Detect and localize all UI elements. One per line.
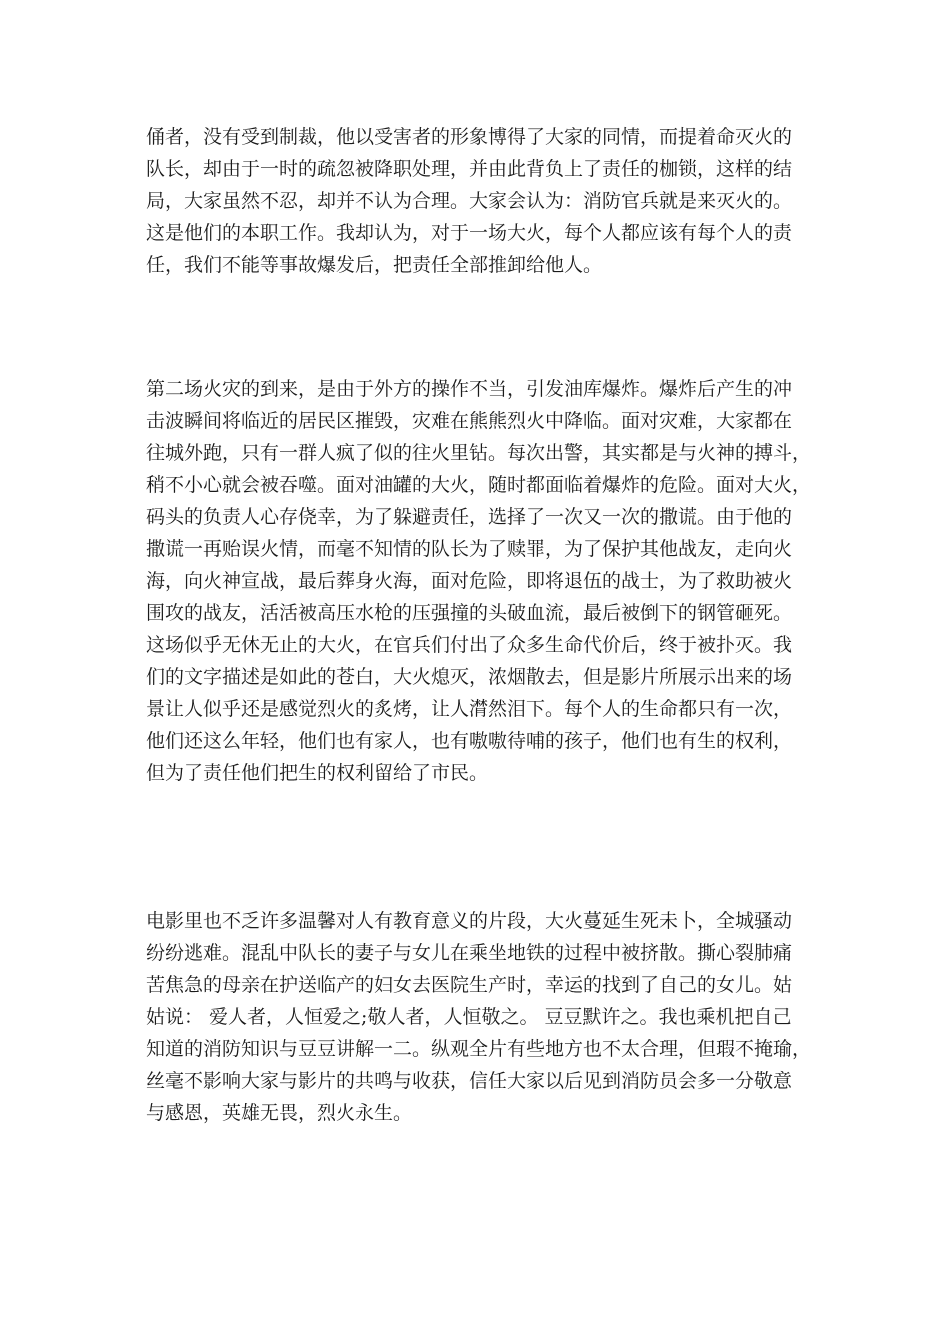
- text-line: 稍不小心就会被吞噬。面对油罐的大火，随时都面临着爆炸的危险。面对大火，: [146, 474, 812, 496]
- text-line: 景让人似乎还是感觉烈火的炙烤，让人潸然泪下。每个人的生命都只有一次，: [146, 698, 793, 720]
- text-line: 纷纷逃难。混乱中队长的妻子与女儿在乘坐地铁的过程中被挤散。撕心裂肺痛: [146, 942, 793, 964]
- text-line: 姑说： 爱人者，人恒爱之;敬人者，人恒敬之。 豆豆默许之。我也乘机把自己: [146, 1006, 792, 1028]
- paragraph-2: [146, 373, 810, 789]
- text-line: 任，我们不能等事故爆发后，把责任全部推卸给他人。: [146, 254, 603, 276]
- text-line: 电影里也不乏许多温馨对人有教育意义的片段，大火蔓延生死未卜，全城骚动: [146, 910, 793, 932]
- text-line: 但为了责任他们把生的权利留给了市民。: [146, 762, 489, 784]
- text-line: 这场似乎无休无止的大火，在官兵们付出了众多生命代价后，终于被扑灭。我: [146, 634, 793, 656]
- paragraph-3: [146, 905, 810, 1129]
- text-line: 他们还这么年轻，他们也有家人，也有嗷嗷待哺的孩子，他们也有生的权利，: [146, 730, 793, 752]
- text-line: 与感恩，英雄无畏，烈火永生。: [146, 1102, 413, 1124]
- text-line: 这是他们的本职工作。我却认为，对于一场大火，每个人都应该有每个人的责: [146, 222, 793, 244]
- text-line: 苦焦急的母亲在护送临产的妇女去医院生产时，幸运的找到了自己的女儿。姑: [146, 974, 793, 996]
- text-line: 围攻的战友，活活被高压水枪的压强撞的头破血流，最后被倒下的钢管砸死。: [146, 602, 793, 624]
- text-line: 们的文字描述是如此的苍白，大火熄灭，浓烟散去，但是影片所展示出来的场: [146, 666, 793, 688]
- text-line: 码头的负责人心存侥幸，为了躲避责任，选择了一次又一次的撒谎。由于他的: [146, 506, 793, 528]
- text-line: 俑者，没有受到制裁，他以受害者的形象博得了大家的同情，而提着命灭火的: [146, 126, 793, 148]
- text-line: 往城外跑，只有一群人疯了似的往火里钻。每次出警，其实都是与火神的搏斗，: [146, 442, 812, 464]
- text-line: 知道的消防知识与豆豆讲解一二。纵观全片有些地方也不太合理，但瑕不掩瑜，: [146, 1038, 812, 1060]
- text-line: 撒谎一再贻误火情，而毫不知情的队长为了赎罪，为了保护其他战友，走向火: [146, 538, 793, 560]
- text-line: 击波瞬间将临近的居民区摧毁，灾难在熊熊烈火中降临。面对灾难，大家都在: [146, 410, 793, 432]
- text-line: 第二场火灾的到来，是由于外方的操作不当，引发油库爆炸。爆炸后产生的冲: [146, 378, 793, 400]
- text-line: 队长，却由于一时的疏忽被降职处理，并由此背负上了责任的枷锁，这样的结: [146, 158, 793, 180]
- paragraph-1: [146, 121, 810, 281]
- text-line: 局，大家虽然不忍，却并不认为合理。大家会认为：消防官兵就是来灭火的。: [146, 190, 793, 212]
- text-line: 丝毫不影响大家与影片的共鸣与收获，信任大家以后见到消防员会多一分敬意: [146, 1070, 793, 1092]
- text-line: 海，向火神宣战，最后葬身火海，面对危险，即将退伍的战士，为了救助被火: [146, 570, 793, 592]
